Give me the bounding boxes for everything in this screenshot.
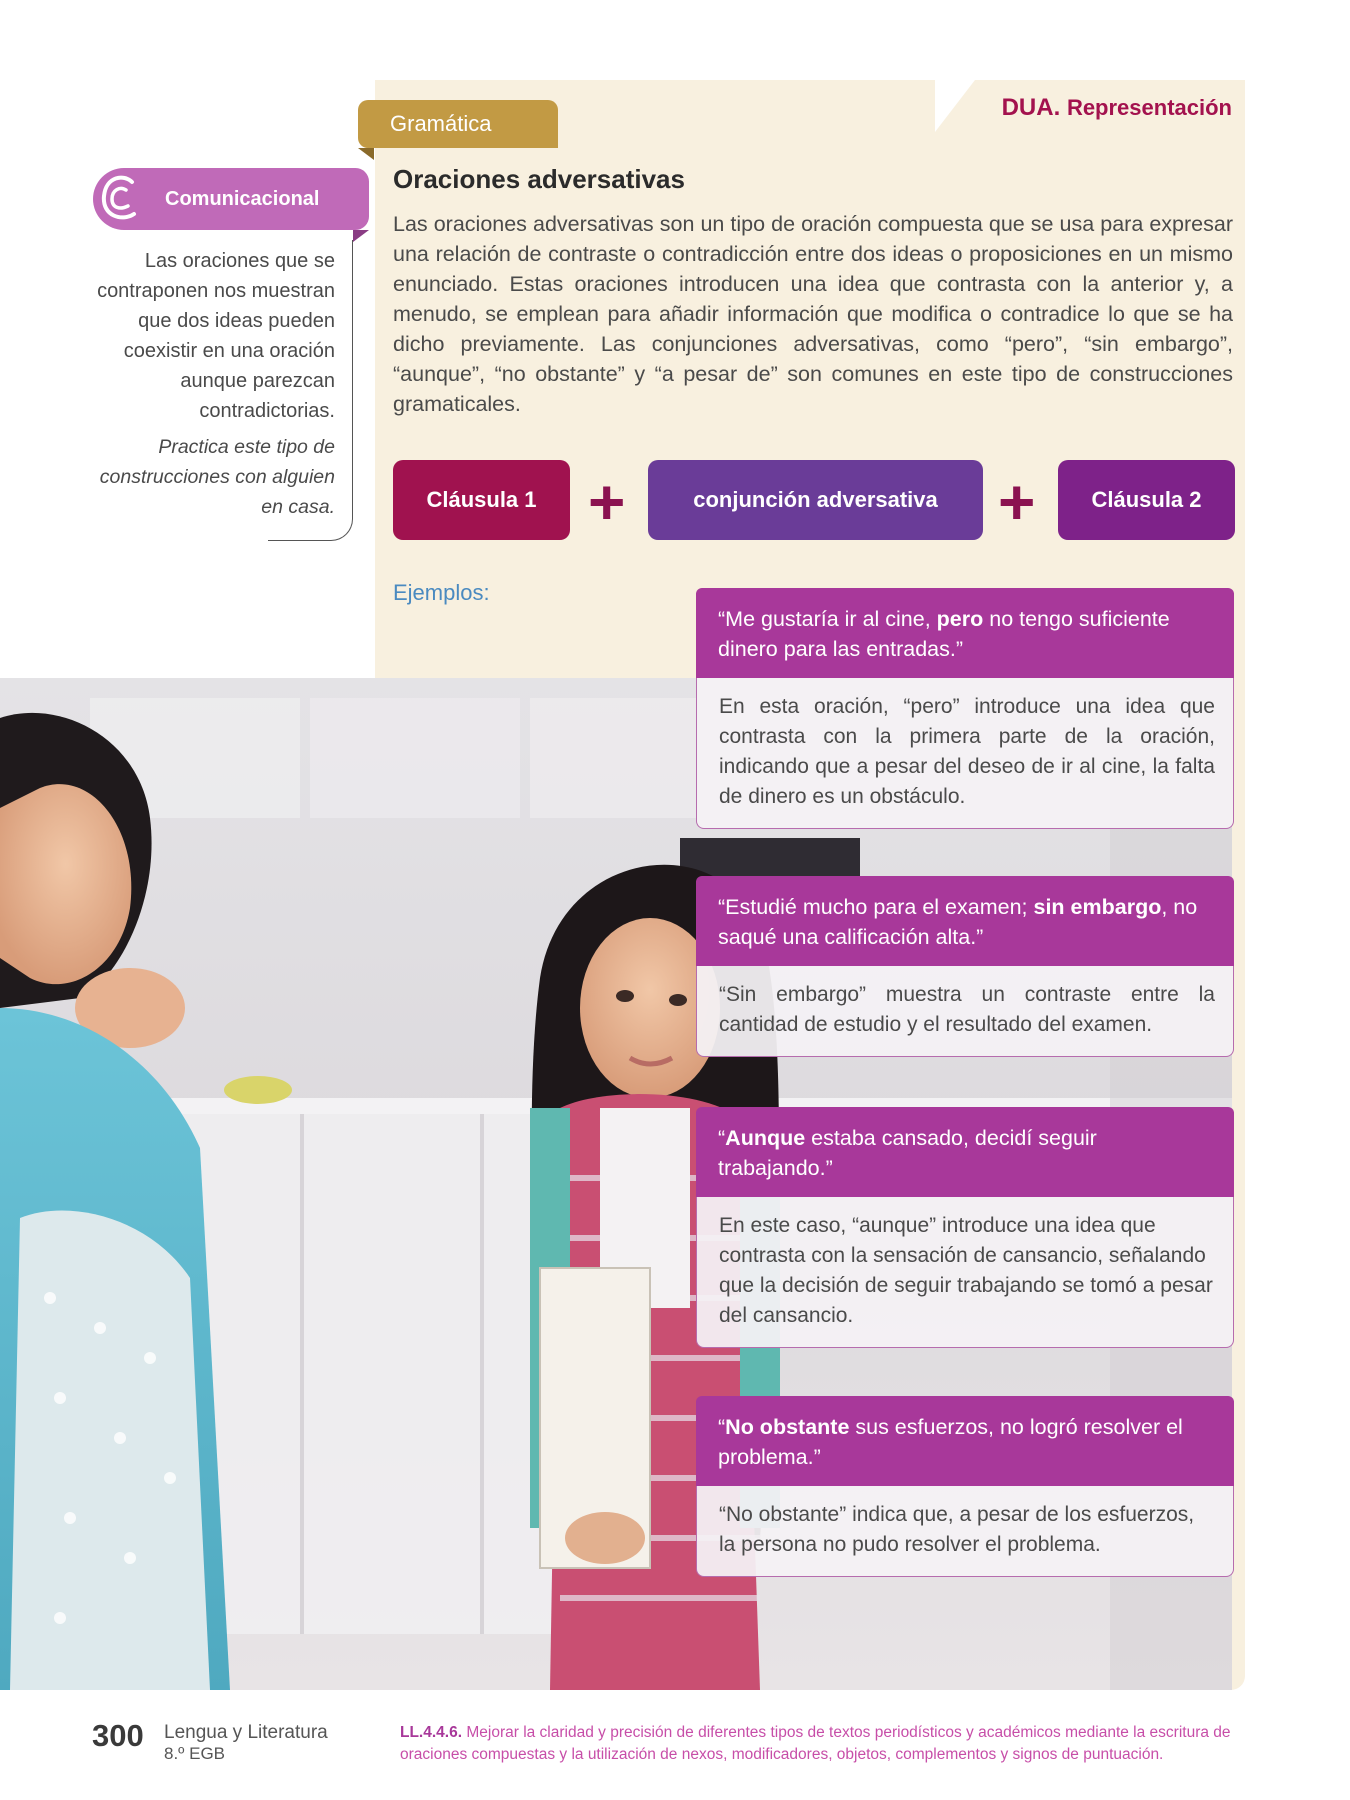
formula-clause-1: Cláusula 1 [393,460,570,540]
example-1-conjunction: pero [936,607,984,631]
example-4-sentence [696,1396,1234,1486]
section-tab-gramatica: Gramática [358,100,558,148]
dua-representacion: Representación [1066,95,1232,120]
plus-icon: + [998,466,1036,538]
example-2-conjunction: sin embargo [1033,895,1162,919]
dua-prefix: DUA. [1001,94,1061,121]
example-3-pre: “ [718,1126,726,1150]
example-4-explanation: “No obstante” indica que, a pesar de los esfuerzos, la persona no pudo resolver el problema. [696,1486,1234,1577]
page-title: Oraciones adversativas [393,164,685,194]
section-tab-fold [358,148,374,160]
sidebar-text: Las oraciones que se contraponen nos muestran que dos ideas pueden coexistir en una oración aunque parezcan contradictorias. [97,250,335,422]
objective-text: Mejorar la claridad y precisión de diferentes tipos de textos periodísticos y académicos mediante la escritura de oraciones compuestas y la utilización de nexos, modificadores, objetos, complementos y signos de puntuación. [400,1724,1231,1763]
objective-code: LL.4.4.6. [400,1724,463,1741]
plus-icon: + [588,466,626,538]
subject-label: Lengua y Literatura [164,1722,328,1743]
sidebar-tab-comunicacional: Comunicacional [93,168,369,230]
footer-objective [400,1722,1240,1766]
example-2-sentence [696,876,1234,966]
sidebar-tab-fold [353,230,369,242]
formula-clause-2: Cláusula 2 [1058,460,1235,540]
example-3-explanation: En este caso, “aunque” introduce una idea que contrasta con la sensación de cansancio, señalando que la decisión de seguir trabajando se tomó a pesar del cansancio. [696,1197,1234,1348]
example-3-conjunction: Aunque [725,1126,806,1150]
formula-conjunction: conjunción adversativa [648,460,983,540]
example-2-post: , no saqué una calificación alta.” [718,895,1198,949]
example-1-explanation: En esta oración, “pero” introduce una idea que contrasta con la primera parte de la oración, indicando que a pesar del deseo de ir al cine, la falta de dinero es un obstáculo. [696,678,1234,829]
grade-label: 8.º EGB [164,1744,226,1763]
sidebar-tip: Practica este tipo de construcciones con alguien en casa. [99,436,335,518]
dua-notch [935,80,975,132]
example-4-conjunction: No obstante [725,1415,850,1439]
example-1-sentence [696,588,1234,678]
examples-label: Ejemplos: [393,580,490,605]
example-4-post: sus esfuerzos, no logró resolver el problema.” [718,1415,1183,1469]
example-1-post: no tengo suficiente dinero para las entradas.” [718,607,1170,661]
example-2-pre: “Estudié mucho para el examen; [718,895,1034,919]
example-1-pre: “Me gustaría ir al cine, [718,607,937,631]
example-3-sentence [696,1107,1234,1197]
intro-paragraph: Las oraciones adversativas son un tipo de oración compuesta que se usa para expresar una relación de contraste o contradicción entre dos ideas o proposiciones en un mismo enunciado. Estas oraciones introducen una idea que contrasta con la anterior y, a menudo, se emplean para añadir información que modifica o contradice lo que se ha dicho previamente. Las conjunciones adversativas, como “pero”, “sin embargo”, “aunque”, “no obstante” y “a pesar de” son comunes en este tipo de construcciones gramaticales. [393,212,1233,416]
page-number: 300 [92,1718,144,1753]
communication-c-icon [98,172,140,226]
example-4-pre: “ [718,1415,726,1439]
example-3-post: estaba cansado, decidí seguir trabajando.” [718,1126,1097,1180]
example-2-explanation: “Sin embargo” muestra un contraste entre la cantidad de estudio y el resultado del examen. [696,966,1234,1057]
dua-label [1002,94,1232,122]
